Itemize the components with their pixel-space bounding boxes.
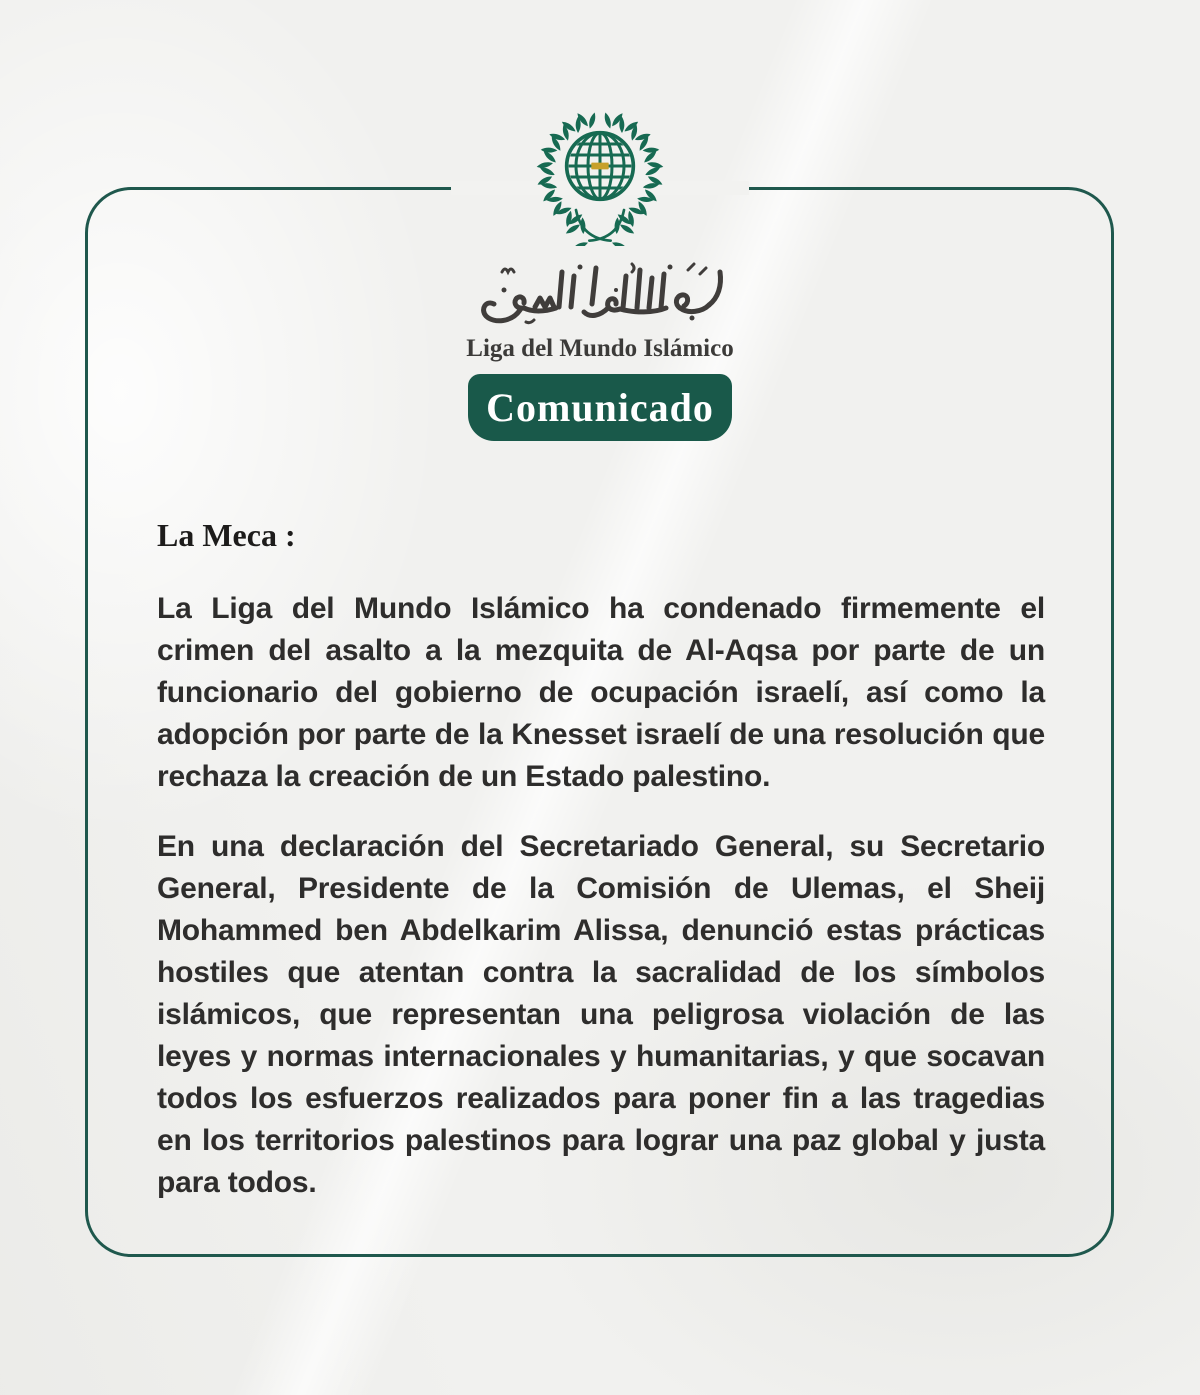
organization-name: Liga del Mundo Islámico: [466, 335, 734, 362]
paragraph-1: La Liga del Mundo Islámico ha condenado firmemente el crimen del asalto a la mezquita de Al-Aqsa por parte de un funcionario del gobierno de ocupación israelí, así como la adopción por parte de la Knesset israelí de una resolución que rechaza la creación de un Estado palestino.: [157, 592, 1045, 793]
logo-block: [0, 106, 1200, 441]
arabic-calligraphy-logotype: [474, 262, 726, 328]
paragraph-2: En una declaración del Secretariado General, su Secretario General, Presidente de la Comisión de Ulemas, el Sheij Mohammed ben Abdelkarim Alissa, denunció estas prácticas hostiles que atentan contra la sacralidad de los símbolos islámicos, que representan una peligrosa violación de las leyes y normas internacionales y humanitarias, y que socavan todos los esfuerzos realizados para poner fin a las tragedias en los territorios palestinos para lograr una paz global y justa para todos.: [157, 830, 1045, 1199]
communique-body: [157, 516, 1045, 1204]
mwl-emblem-icon: [533, 106, 667, 246]
comunicado-badge: Comunicado: [468, 374, 732, 441]
dateline: La Meca :: [157, 517, 296, 553]
kaaba-door-icon: [591, 163, 608, 170]
